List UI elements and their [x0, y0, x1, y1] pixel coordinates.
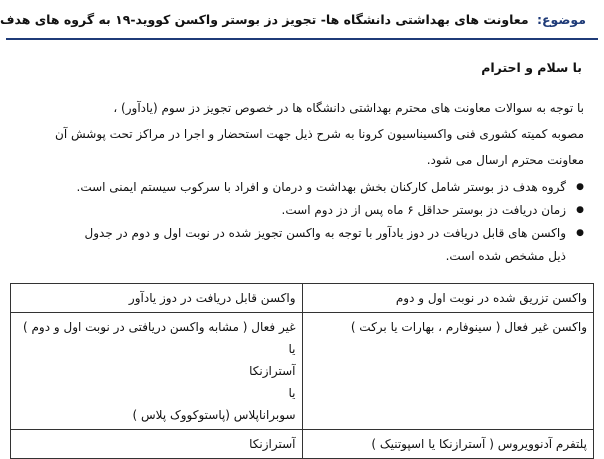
bullet-item: ● زمان دریافت دز بوستر حداقل ۶ ماه پس از دز دوم است.: [19, 199, 584, 222]
intro-line: مصوبه کمیته کشوری فنی واکسیناسیون کرونا به شرح ذیل جهت استحضار و اجرا در مراکز تحت پوشش آن: [55, 127, 584, 141]
top-cut-off-line: [40, 0, 564, 4]
subject-text: معاونت های بهداشتی دانشگاه ها- تجویز دز بوستر واکسن کووید-۱۹ به گروه های هدف: [0, 12, 529, 27]
vaccine-table: [10, 283, 594, 459]
booster-option: آسترازنکا: [249, 437, 296, 451]
table-header-given: واکسن تزریق شده در نوبت اول و دوم: [302, 284, 594, 313]
booster-option: سوبراناپلاس (پاستوکووک پلاس ): [132, 408, 296, 422]
table-cell-given: پلتفرم آدنوویروس ( آسترازنکا یا اسپوتنیک ): [302, 430, 594, 459]
table-cell-given: واکسن غیر فعال ( سینوفارم ، بهارات یا برکت ): [302, 313, 594, 430]
booster-or: یا: [288, 386, 296, 400]
intro-paragraph: [14, 95, 584, 173]
subject-label: موضوع:: [536, 12, 586, 27]
table-header-booster: واکسن قابل دریافت در دوز یادآور: [11, 284, 303, 313]
bullet-item-line: ذیل مشخص شده است.: [445, 249, 566, 263]
table-row: [11, 313, 594, 430]
subject-line: [0, 12, 586, 27]
table-header-row: [11, 284, 594, 313]
header-divider: [6, 38, 598, 40]
booster-option: غیر فعال ( مشابه واکسن دریافتی در نوبت اول و دوم ): [23, 320, 296, 334]
bullet-item: ● گروه هدف دز بوستر شامل کارکنان بخش بهداشت و درمان و افراد با سرکوب سیستم ایمنی است.: [19, 176, 584, 199]
intro-line: معاونت محترم ارسال می شود.: [426, 153, 584, 167]
bullet-item-line: واکسن های قابل دریافت در دوز یادآور با توجه به واکسن تجویز شده در نوبت اول و دوم در جدول: [84, 226, 566, 240]
intro-line: با توجه به سوالات معاونت های محترم بهداشتی دانشگاه ها در خصوص تجویز دز سوم (یادآور) ،: [113, 101, 584, 115]
table-cell-booster: [11, 313, 303, 430]
table-cell-booster: [11, 430, 303, 459]
greeting: با سلام و احترام: [481, 60, 582, 75]
bullet-item: [19, 222, 584, 268]
bullet-list: [19, 176, 584, 268]
booster-option: آسترازنکا: [249, 364, 296, 378]
table-row: [11, 430, 594, 459]
booster-or: یا: [288, 342, 296, 356]
